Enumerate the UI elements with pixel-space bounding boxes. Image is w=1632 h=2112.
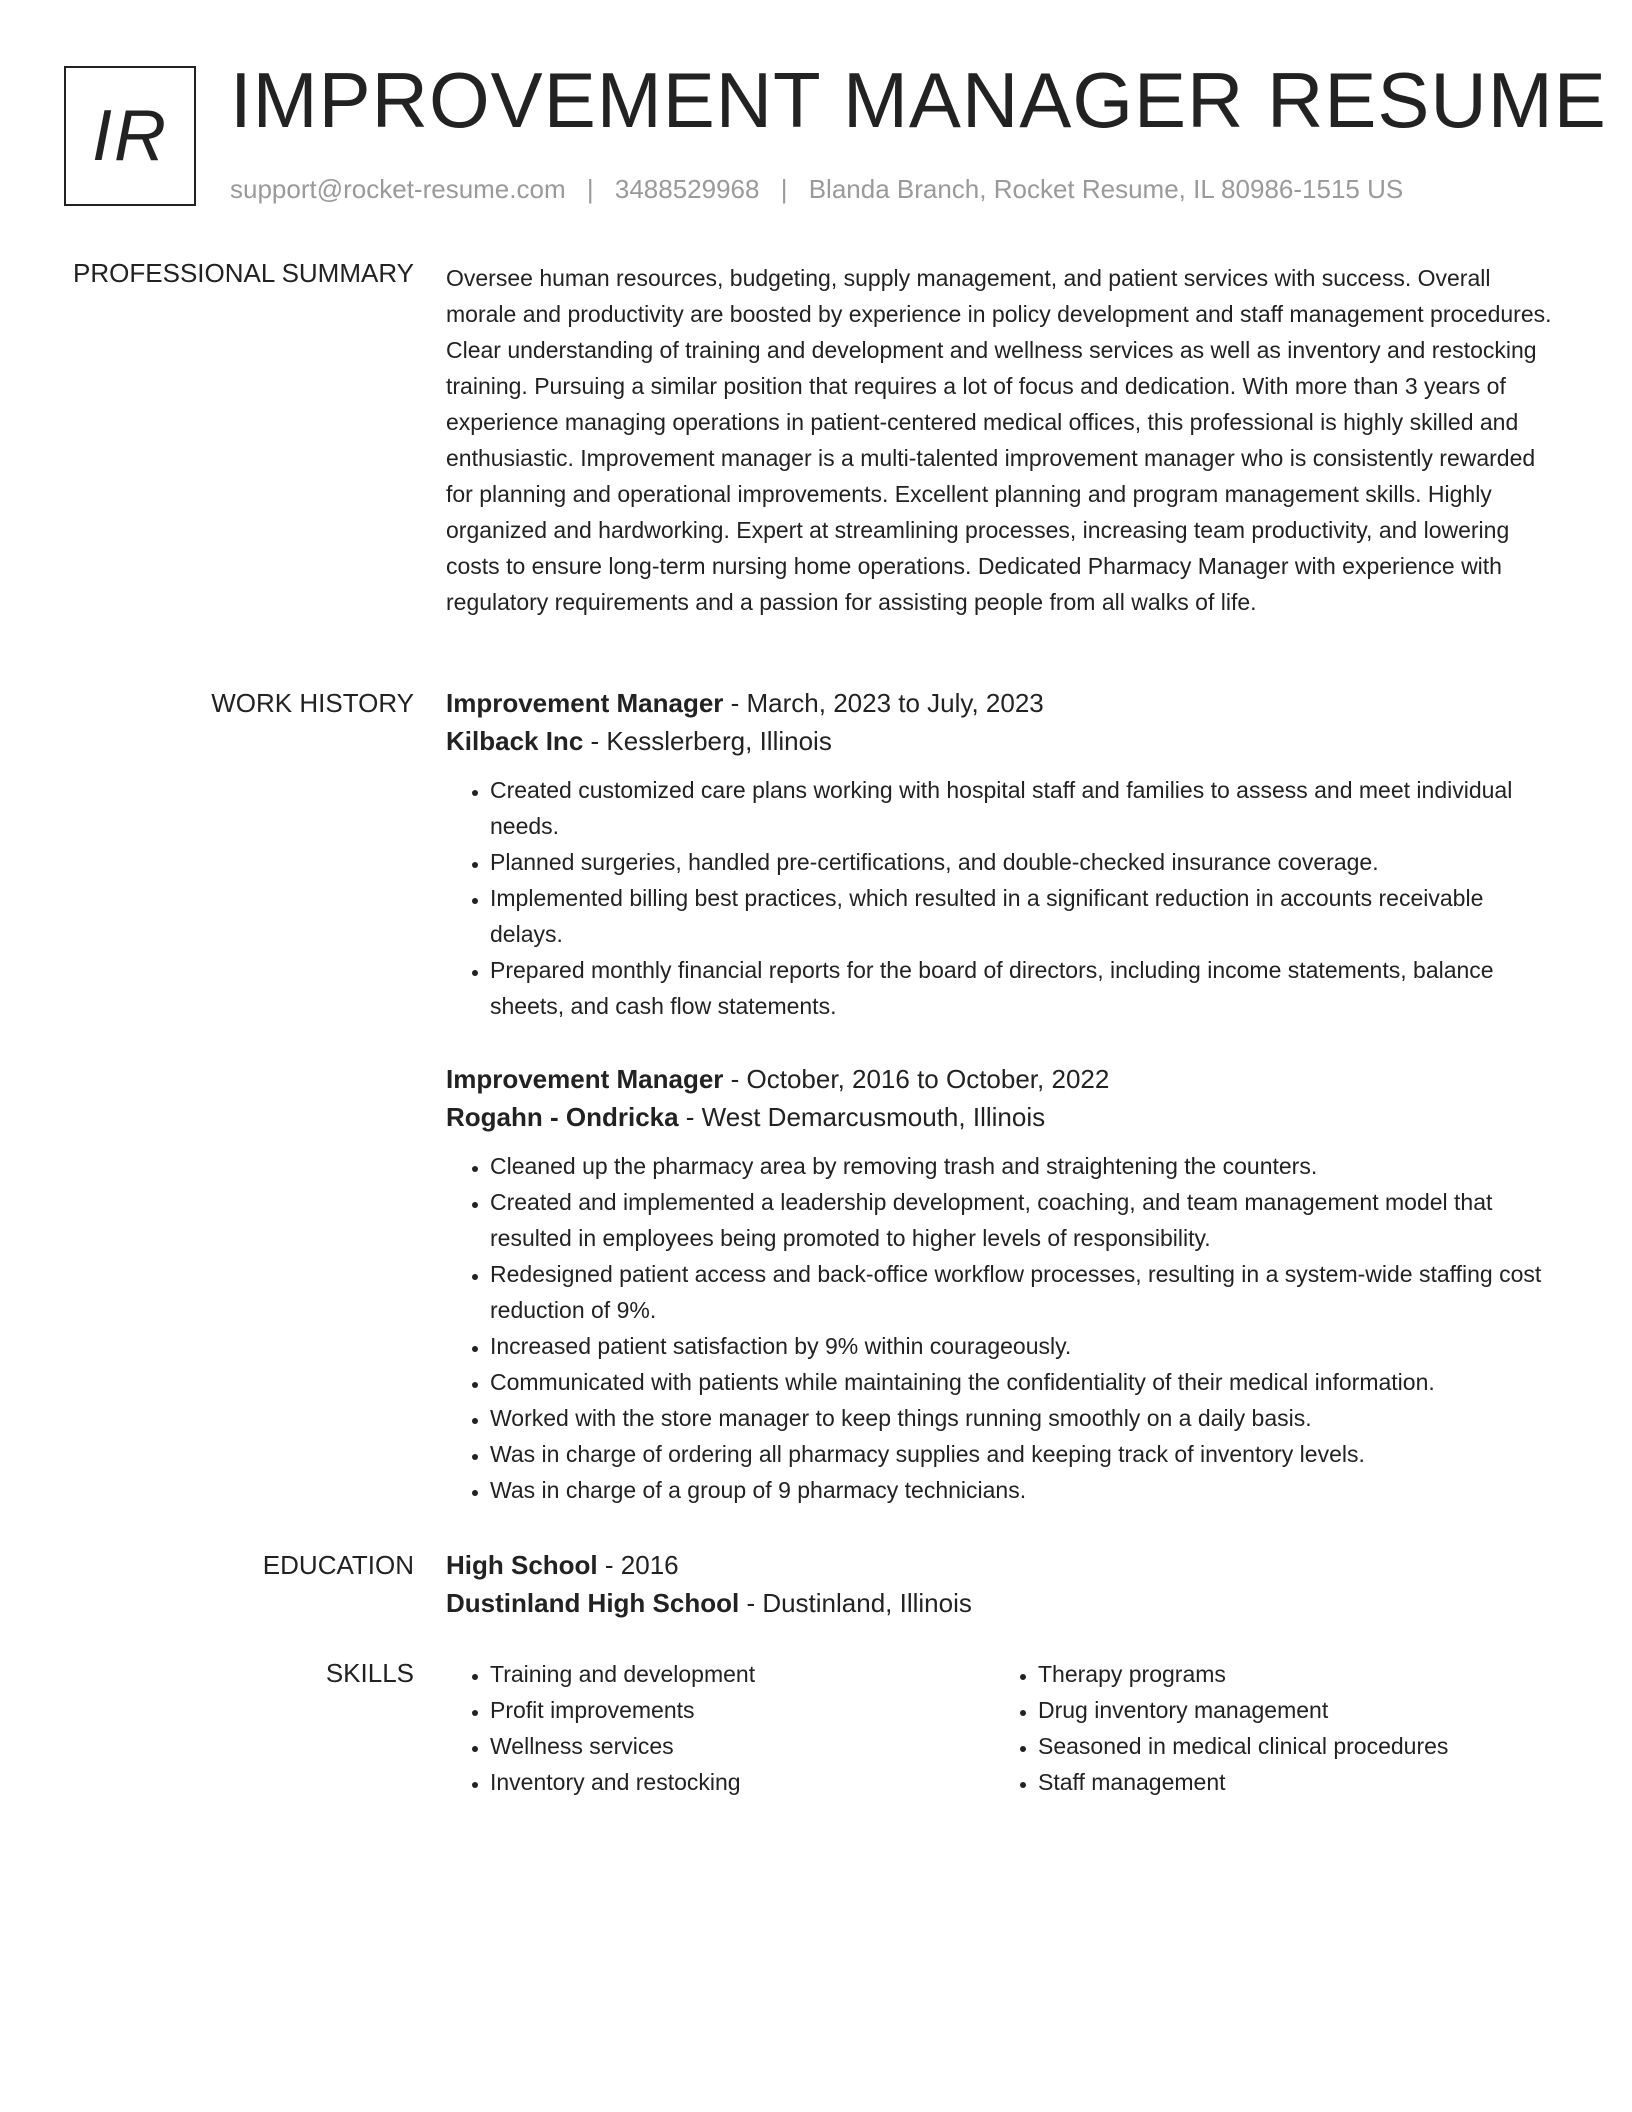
job-bullet: • Cleaned up the pharmacy area by removing trash and straightening the counters. (490, 1148, 1558, 1184)
skills-list (994, 1656, 1542, 1800)
skills-column-right (994, 1656, 1542, 1800)
summary-body (446, 260, 1558, 620)
job-entry (446, 1060, 1558, 1508)
job-bullet: • Was in charge of a group of 9 pharmacy technicians. (490, 1472, 1558, 1508)
skills-grid (446, 1656, 1558, 1800)
skill-item: • Drug inventory management (1038, 1692, 1542, 1728)
job-bullet: • Was in charge of ordering all pharmacy supplies and keeping track of inventory levels. (490, 1436, 1558, 1472)
job-bullet: • Worked with the store manager to keep things running smoothly on a daily basis. (490, 1400, 1558, 1436)
job-title: Improvement Manager (446, 1064, 724, 1094)
skill-item: • Wellness services (490, 1728, 994, 1764)
section-label-skills: SKILLS (325, 1658, 414, 1688)
education-year: - 2016 (597, 1550, 679, 1580)
skill-item: • Therapy programs (1038, 1656, 1542, 1692)
job-title-line (446, 684, 1558, 722)
job-bullet: • Created customized care plans working with hospital staff and families to assess and meet individual needs. (490, 772, 1558, 844)
job-bullet: • Created and implemented a leadership development, coaching, and team management model that resulted in employees being promoted to higher levels of responsibility. (490, 1184, 1558, 1256)
education-degree-line (446, 1546, 1558, 1584)
job-company-line (446, 1098, 1558, 1136)
job-location: - Kesslerberg, Illinois (583, 726, 832, 756)
job-bullet: • Prepared monthly financial reports for the board of directors, including income statements, balance sheets, and cash flow statements. (490, 952, 1558, 1024)
job-dates: - March, 2023 to July, 2023 (723, 688, 1044, 718)
job-title-line (446, 1060, 1558, 1098)
skill-item: • Inventory and restocking (490, 1764, 994, 1800)
skill-item: • Staff management (1038, 1764, 1542, 1800)
job-company-line (446, 722, 1558, 760)
section-label-summary: PROFESSIONAL SUMMARY (73, 258, 414, 288)
job-bullets (446, 1148, 1558, 1508)
job-bullet: • Increased patient satisfaction by 9% within courageously. (490, 1328, 1558, 1364)
skill-item: • Training and development (490, 1656, 994, 1692)
contact-phone: 3488529968 (614, 174, 760, 204)
job-bullets (446, 772, 1558, 1024)
job-company: Kilback Inc (446, 726, 584, 756)
job-bullet: • Redesigned patient access and back-office workflow processes, resulting in a system-wide staffing cost reduction of 9%. (490, 1256, 1558, 1328)
contact-address: Blanda Branch, Rocket Resume, IL 80986-1515 US (808, 174, 1404, 204)
monogram-logo (64, 66, 196, 206)
skills-body (446, 1656, 1558, 1800)
resume-title: IMPROVEMENT MANAGER RESUME (230, 56, 1607, 144)
job-bullet: • Communicated with patients while maintaining the confidentiality of their medical information. (490, 1364, 1558, 1400)
section-label-work-history: WORK HISTORY (211, 688, 414, 718)
job-title: Improvement Manager (446, 688, 724, 718)
work-history-body (446, 684, 1558, 1508)
contact-separator: | (780, 174, 788, 204)
contact-email: support@rocket-resume.com (230, 174, 566, 204)
education-school-line (446, 1584, 1558, 1622)
contact-line (230, 174, 1403, 205)
summary-text: Oversee human resources, budgeting, supply management, and patient services with success. Overall morale and productivity are boosted by experience in policy development and staff management procedures. Clear understanding of training and development and wellness services as well as inventory and restocking training. Pursuing a similar position that requires a lot of focus and dedication. With more than 3 years of experience managing operations in patient-centered medical offices, this professional is highly skilled and enthusiastic. Improvement manager is a multi-talented improvement manager who is consistently rewarded for planning and operational improvements. Excellent planning and program management skills. Highly organized and hardworking. Expert at streamlining processes, increasing team productivity, and lowering costs to ensure long-term nursing home operations. Dedicated Pharmacy Manager with experience with regulatory requirements and a passion for assisting people from all walks of life. (446, 265, 1552, 615)
skill-item: • Seasoned in medical clinical procedures (1038, 1728, 1542, 1764)
contact-separator: | (586, 174, 594, 204)
education-school: Dustinland High School (446, 1588, 740, 1618)
job-bullet: • Implemented billing best practices, which resulted in a significant reduction in accounts receivable delays. (490, 880, 1558, 952)
education-location: - Dustinland, Illinois (739, 1588, 972, 1618)
job-location: - West Demarcusmouth, Illinois (678, 1102, 1046, 1132)
skills-list (446, 1656, 994, 1800)
job-dates: - October, 2016 to October, 2022 (723, 1064, 1110, 1094)
job-bullet: • Planned surgeries, handled pre-certifications, and double-checked insurance coverage. (490, 844, 1558, 880)
job-entry (446, 684, 1558, 1024)
job-company: Rogahn - Ondricka (446, 1102, 679, 1132)
skills-column-left (446, 1656, 994, 1800)
section-label-education: EDUCATION (262, 1550, 414, 1580)
monogram-text: IR (92, 96, 168, 176)
education-degree: High School (446, 1550, 598, 1580)
skill-item: • Profit improvements (490, 1692, 994, 1728)
education-body (446, 1546, 1558, 1622)
